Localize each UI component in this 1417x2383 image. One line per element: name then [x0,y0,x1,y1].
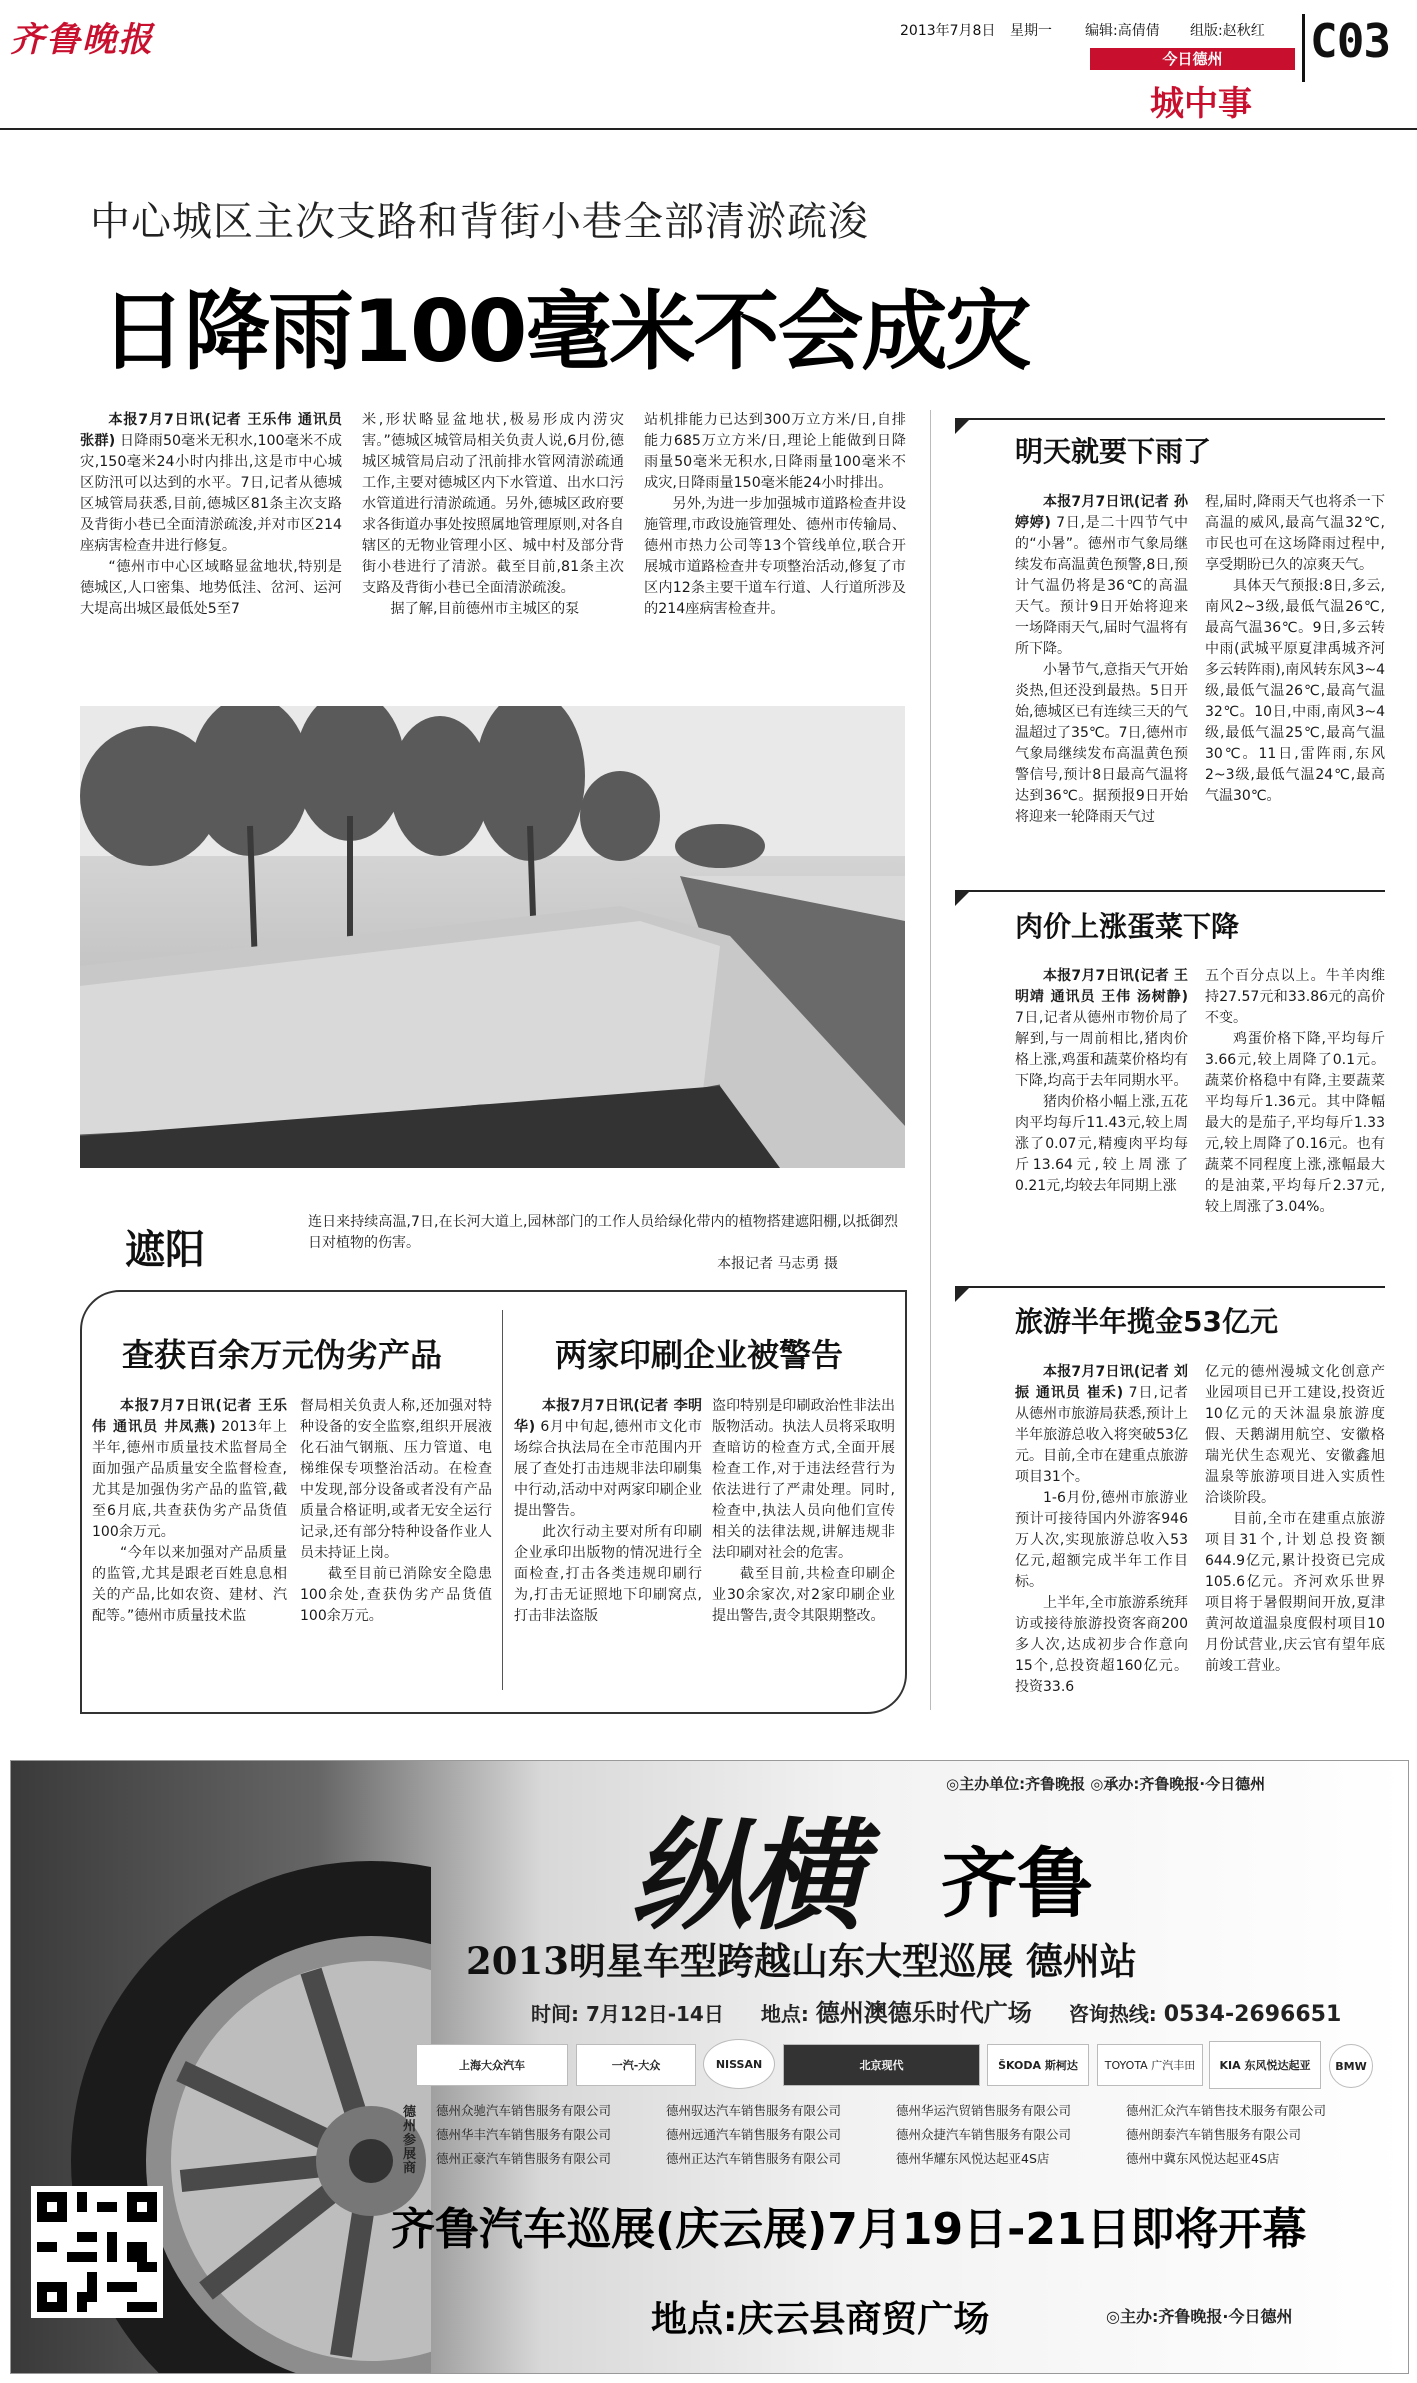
qingyun-place: 地点:庆云县商贸广场 [651,2299,990,2340]
story-print-col2b: 截至目前,共检查印刷企业30余家次,对2家印刷企业提出警告,责令其限期整改。 [712,1566,895,1624]
dealer-item: 德州驭达汽车销售服务有限公司 [666,2103,842,2118]
story-fake-p2: “今年以来加强对产品质量的监管,尤其是跟老百姓息息相关的产品,比如农资、建材、汽配等。”德州市质量技术监 [92,1545,287,1624]
ad-organizer-line: ◎主办单位:齐鲁晚报 ◎承办:齐鲁晚报·今日德州 [946,1775,1266,1793]
weather-p2: 小暑节气,意指天气开始炎热,但还没到最热。5日开始,德城区已有连续三天的气温超过了35℃。7日,德州市气象局继续发布高温黄色预警信号,预计8日最高气温将达到36℃。据预报9日开始将迎来一轮降雨天气过 [1015,662,1188,825]
tourism-byline: 本报7月7日讯(记者 刘振 通讯员 崔禾) [1015,1364,1188,1401]
brand-logo-toyota: TOYOTA 广汽丰田 [1097,2044,1203,2086]
story-fake-col-1 [92,1396,287,1696]
qingyun-organizer: ◎主办:齐鲁晚报·今日德州 [1106,2307,1293,2326]
prices-col2: 五个百分点以上。牛羊肉维持27.57元和33.86元的高价不变。 [1205,968,1385,1026]
ad-calligraphy: 纵横 [631,1806,855,1947]
designer-credit: 组版:赵秋红 [1190,23,1265,39]
section-tag: 今日德州 [1090,48,1295,70]
dealer-item: 德州华耀东风悦达起亚4S店 [896,2151,1050,2166]
photo-shade-canopy [80,706,905,1168]
tourism-title: 旅游半年揽金53亿元 [1015,1305,1278,1338]
masthead-divider [1302,14,1305,82]
lead-col2-p2: 据了解,目前德州市主城区的泵 [390,601,580,617]
ad-hotline-label: 咨询热线: [1068,2002,1157,2026]
ad-brand-word: 齐鲁 [941,1839,1093,1928]
brand-logo-kia: KIA 东风悦达起亚 [1209,2041,1321,2089]
car-show-ad [10,1760,1409,2374]
story-print-byline: 本报7月7日讯(记者 李明华) [514,1398,702,1435]
brand-logo-beijing-hyundai: 北京现代 [783,2044,980,2086]
lead-subhead: 中心城区主次支路和背街小巷全部清淤疏浚 [90,199,869,245]
story-print-p1: 6月中旬起,德州市文化市场综合执法局在全市范围内开展了查处打击违规非法印刷集中行动,活动中对两家印刷企业提出警告。 [514,1419,702,1519]
ad-time-value: 7月12日-14日 [585,2002,724,2026]
dealer-item: 德州众驰汽车销售服务有限公司 [436,2103,612,2118]
tourism-col2b: 目前,全市在建重点旅游项目31个,计划总投资额644.9亿元,累计投资已完成105.6亿元。齐河欢乐世界项目将于暑假期间开放,夏津黄河故道温泉度假村项目10月份试营业,庆云官有望年底前竣工营业。 [1205,1511,1385,1674]
story-fake-col-2 [300,1396,492,1696]
prices-col-1 [1015,966,1188,1276]
weather-rule [955,418,1385,420]
tourism-rule [955,1286,1385,1288]
tourism-p1: 7日,记者从德州市旅游局获悉,预计上半年旅游总收入将突破53亿元。目前,全市在建重点旅游项目31个。 [1015,1385,1188,1485]
dealers-label: 德州参展商 [403,2105,417,2176]
prices-p1: 7日,记者从德州市物价局了解到,与一周前相比,猪肉价格上涨,鸡蛋和蔬菜价格均有下降,均高于去年同期水平。 [1015,1010,1188,1089]
masthead-rule [0,128,1417,130]
prices-col2b: 鸡蛋价格下降,平均每斤3.66元,较上周降了0.1元。蔬菜价格稳中有降,主要蔬菜平均每斤1.36元。其中降幅最大的是茄子,平均每斤1.33元,较上周降了0.16元。也有蔬菜不同程度上涨,涨幅最大的是油菜,平均每斤2.37元,较上周涨了3.04%。 [1205,1031,1385,1215]
photo-scene [80,706,905,1168]
tourism-col-2 [1205,1362,1385,1707]
dealer-item: 德州远通汽车销售服务有限公司 [666,2127,842,2142]
prices-byline: 本报7月7日讯(记者 王明靖 通讯员 王伟 汤树静) [1015,968,1188,1005]
lead-col3-p2: 另外,为进一步加强城市道路检查井设施管理,市政设施管理处、德州市传输局、德州市热力公司等13个管线单位,联合开展城市道路检查井专项整治活动,修复了市区内12条主要干道车行道、人行道所涉及的214座病害检查井。 [644,496,906,617]
weather-title: 明天就要下雨了 [1015,435,1212,468]
ad-info-row [531,1993,1391,2029]
lead-col-3 [644,410,906,690]
weather-byline: 本报7月7日讯(记者 孙婷婷) [1015,494,1188,531]
story-print-p2: 此次行动主要对所有印刷企业承印出版物的情况进行全面检查,打击各类违规印刷行为,打击无证照地下印刷窝点,打击非法盗版 [514,1524,702,1624]
dealer-item: 德州华丰汽车销售服务有限公司 [436,2127,612,2142]
dealer-item: 德州正豪汽车销售服务有限公司 [436,2151,612,2166]
dealer-item: 德州中冀东风悦达起亚4S店 [1126,2151,1280,2166]
lead-col-2 [362,410,624,690]
photo-credit: 本报记者 马志勇 摄 [717,1256,838,1272]
paper-logo: 齐鲁晚报 [10,20,154,60]
ad-time-label: 时间: [531,2002,579,2026]
prices-title: 肉价上涨蛋菜下降 [1015,910,1240,943]
dealer-item: 德州朗泰汽车销售服务有限公司 [1126,2127,1302,2142]
story-fake-p1: 2013年上半年,德州市质量技术监督局全面加强产品质量安全监督检查,尤其是加强伪劣产品的监管,截至6月底,共查获伪劣产品货值100余万元。 [92,1419,287,1540]
issue-date: 2013年7月8日 [900,23,996,39]
tourism-col2: 亿元的德州漫城文化创意产业园项目已开工建设,投资近10亿元的天沐温泉旅游度假、天鹅湖用航空、安徽格瑞光伏生态观光、安徽鑫旭温泉等旅游项目进入实质性洽谈阶段。 [1205,1364,1385,1506]
page-number: C03 [1310,14,1391,68]
ad-place-value: 德州澳德乐时代广场 [815,1999,1032,2027]
prices-col-2 [1205,966,1385,1276]
brand-logo-skoda: ŠKODA 斯柯达 [987,2044,1089,2086]
boxed-divider [502,1310,503,1690]
story-print-col-2 [712,1396,895,1696]
weather-col2: 程,届时,降雨天气也将杀一下高温的威风,最高气温32℃,市民也可在这场降雨过程中,享受期盼已久的凉爽天气。 [1205,494,1385,573]
lead-col-1 [80,410,342,690]
weather-marker [955,420,969,434]
lead-col2-p1: 米,形状略显盆地状,极易形成内涝灾害。”德城区城管局相关负责人说,6月份,德城区城管局启动了汛前排水管网清淤疏通工作,主要对德城区内下水管道、出水口污水管道进行清淤疏通。另外,德城区政府要求各街道办事处按照属地管理原则,对各自辖区的无物业管理小区、城中村及部分背街小巷进行了清淤。截至目前,81条主次支路及背街小巷已全面清淤疏浚。 [362,412,624,596]
prices-rule [955,890,1385,892]
tourism-p3: 上半年,全市旅游系统拜访或接待旅游投资客商200多人次,达成初步合作意向15个,总投资超160亿元。投资33.6 [1015,1595,1188,1695]
story-print-col2: 盗印特别是印刷政治性非法出版物活动。执法人员将采取明查暗访的检查方式,全面开展检查工作,对于违法经营行为依法进行了严肃处理。同时,检查中,执法人员向他们宣传相关的法律法规,讲解违规非法印刷对社会的危害。 [712,1398,895,1561]
prices-marker [955,892,969,906]
story-fake-byline: 本报7月7日讯(记者 王乐伟 通讯员 井凤燕) [92,1398,287,1435]
weather-col2b: 具体天气预报:8日,多云,南风2~3级,最低气温26℃,最高气温36℃。9日,多云转中雨(武城平原夏津禹城齐河多云转阵雨),南风转东风3~4级,最低气温26℃,最高气温32℃。10日,中雨,南风3~4级,最低气温25℃,最高气温30℃。11日,雷阵雨,东风2~3级,最低气温24℃,最高气温30℃。 [1205,578,1385,804]
weather-p1: 7日,是二十四节气中的“小暑”。德州市气象局继续发布高温黄色预警,8日,预计气温仍将是36℃的高温天气。预计9日开始将迎来一场降雨天气,届时气温将有所下降。 [1015,515,1188,657]
dealer-item: 德州汇众汽车销售技术服务有限公司 [1126,2103,1327,2118]
ad-event-title: 2013明星车型跨越山东大型巡展 德州站 [466,1939,1137,1983]
lead-headline: 日降雨100毫米不会成灾 [100,282,1030,382]
story-fake-title: 查获百余万元伪劣产品 [122,1336,443,1374]
section-title: 城中事 [1150,84,1252,124]
dealer-item: 德州华运汽贸销售服务有限公司 [896,2103,1072,2118]
dealer-item: 德州众捷汽车销售服务有限公司 [896,2127,1072,2142]
brand-logo-bmw: BMW [1329,2044,1373,2088]
ad-hotline-value: 0534-2696651 [1163,2002,1342,2027]
tourism-p2: 1-6月份,德州市旅游业预计可接待国内外游客946万人次,实现旅游总收入53亿元,超额完成半年工作目标。 [1015,1490,1188,1590]
photo-title: 遮阳 [125,1227,205,1273]
dealer-item: 德州正达汽车销售服务有限公司 [666,2151,842,2166]
qingyun-title: 齐鲁汽车巡展(庆云展)7月19日-21日即将开幕 [391,2204,1307,2255]
qr-code [31,2186,163,2318]
right-column-rule [930,410,931,1710]
story-fake-col2: 督局相关负责人称,还加强对特种设备的安全监察,组织开展液化石油气钢瓶、压力管道、电梯维保专项整治活动。在检查中发现,部分设备或者没有产品质量合格证明,或者无安全运行记录,还有部分特种设备作业人员未持证上岗。 [300,1398,492,1561]
editor-credit: 编辑:高倩倩 [1085,23,1160,39]
photo-caption [308,1212,898,1272]
brand-logo-nissan: NISSAN [703,2039,775,2089]
lead-byline: 本报7月7日讯(记者 王乐伟 通讯员 张群) [80,412,342,449]
tourism-col-1 [1015,1362,1188,1707]
story-fake-col2b: 截至目前已消除安全隐患100余处,查获伪劣产品货值100余万元。 [300,1566,492,1624]
weather-col-2 [1205,492,1385,872]
ad-place-label: 地点: [760,2002,809,2026]
prices-p2: 猪肉价格小幅上涨,五花肉平均每斤11.43元,较上周涨了0.07元,精瘦肉平均每斤13.64元,较上周涨了0.21元,均较去年同期上涨 [1015,1094,1188,1194]
story-print-col-1 [514,1396,702,1696]
lead-col1-p1: 日降雨50毫米无积水,100毫米不成灾,150毫米24小时内排出,这是市中心城区防汛可以达到的水平。7日,记者从德城区城管局获悉,目前,德城区81条主次支路及背街小巷已全面清淤疏浚,并对市区214座病害检查井进行修复。 [80,433,342,554]
brand-logo-svw: 上海大众汽车 [416,2044,568,2086]
issue-weekday: 星期一 [1010,23,1052,39]
photo-caption-text: 连日来持续高温,7日,在长河大道上,园林部门的工作人员给绿化带内的植物搭建遮阳棚,以抵御烈日对植物的伤害。 [308,1214,898,1251]
story-print-title: 两家印刷企业被警告 [555,1336,844,1374]
brand-logo-faw-vw: 一汽-大众 [576,2044,696,2086]
weather-col-1 [1015,492,1188,872]
lead-col3-p1: 站机排能力已达到300万立方米/日,自排能力685万立方米/日,理论上能做到日降雨量50毫米无积水,日降雨量100毫米不成灾,日降雨量150毫米能24小时排出。 [644,412,906,491]
tourism-marker [955,1288,969,1302]
lead-col1-p2: “德州市中心区域略显盆地状,特别是德城区,人口密集、地势低洼、岔河、运河大堤高出城区最低处5至7 [80,559,342,617]
